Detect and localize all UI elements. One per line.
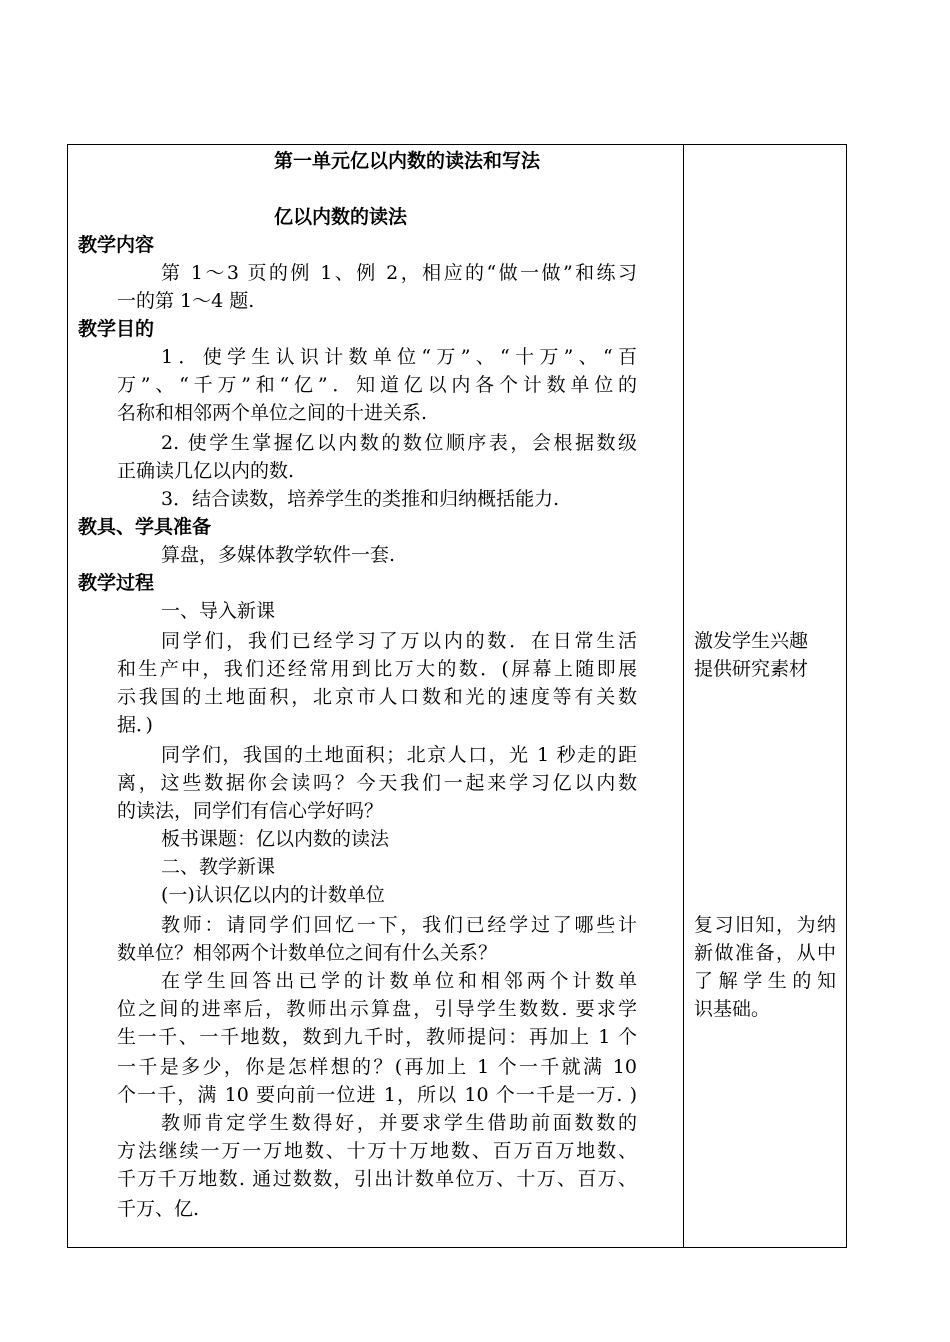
paragraph-line: 3．结合读数，培养学生的类推和归纳概括能力.	[161, 488, 560, 510]
notes-column	[684, 145, 846, 1247]
document-subtitle: 亿以内数的读法	[274, 206, 408, 228]
paragraph-line: 据．)	[117, 714, 153, 736]
paragraph-line: 一、导入新课	[161, 600, 276, 622]
paragraph-line: 1．使学生认识计数单位“万”、“十万”、“百	[161, 346, 638, 368]
paragraph-line: 示我国的土地面积，北京市人口数和光的速度等有关数	[117, 686, 637, 708]
section-heading-content: 教学内容	[78, 234, 155, 256]
note-line: 复习旧知，为纳	[694, 914, 836, 936]
note-line: 提供研究素材	[694, 658, 809, 680]
paragraph-line: 二、教学新课	[161, 856, 276, 878]
paragraph-line: 正确读几亿以内的数.	[117, 460, 295, 482]
paragraph-line: 个一千，满 10 要向前一位进 1，所以 10 个一千是一万. )	[117, 1084, 637, 1106]
note-line: 识基础。	[694, 998, 771, 1020]
note-line: 激发学生兴趣	[694, 630, 809, 652]
paragraph-line: 2. 使学生掌握亿以内数的数位顺序表，会根据数级	[161, 432, 637, 454]
paragraph-line: 方法继续一万一万地数、十万十万地数、百万百万地数、	[117, 1140, 637, 1162]
paragraph-line: 位之间的进率后，教师出示算盘，引导学生数数. 要求学	[117, 998, 637, 1020]
paragraph-line: 算盘，多媒体教学软件一套.	[161, 544, 396, 566]
paragraph-line: 同学们，我们已经学习了万以内的数．在日常生活	[161, 630, 637, 652]
main-column	[68, 145, 683, 1247]
paragraph-line: 数单位？相邻两个计数单位之间有什么关系？	[117, 942, 498, 964]
lesson-table	[67, 144, 847, 1248]
paragraph-line: 板书课题：亿以内数的读法	[161, 828, 390, 850]
paragraph-line: 一千是多少，你是怎样想的？(再加上 1 个一千就满 10	[117, 1056, 637, 1078]
section-heading-goals: 教学目的	[78, 318, 155, 340]
paragraph-line: 名称和相邻两个单位之间的十进关系.	[117, 402, 428, 424]
paragraph-line: 万”、“千万”和“亿”．知道亿以内各个计数单位的	[117, 374, 637, 396]
paragraph-line: 千万千万地数. 通过数数，引出计数单位万、十万、百万、	[117, 1168, 637, 1190]
paragraph-line: 教师：请同学们回忆一下，我们已经学过了哪些计	[161, 914, 637, 936]
paragraph-line: 教师肯定学生数得好，并要求学生借助前面数数的	[161, 1112, 637, 1134]
document-title: 第一单元亿以内数的读法和写法	[274, 150, 541, 172]
paragraph-line: 的读法，同学们有信心学好吗？	[117, 800, 384, 822]
paragraph-line: 在学生回答出已学的计数单位和相邻两个计数单	[161, 970, 637, 992]
note-line: 新做准备，从中	[694, 942, 836, 964]
paragraph-line: 千万、亿.	[117, 1198, 200, 1220]
paragraph-line: 一的第 1～4 题.	[117, 290, 255, 312]
section-heading-process: 教学过程	[78, 572, 155, 594]
note-line: 了解学生的知	[694, 970, 836, 992]
paragraph-line: (一)认识亿以内的计数单位	[161, 884, 385, 906]
paragraph-line: 和生产中，我们还经常用到比万大的数．(屏幕上随即展	[117, 658, 637, 680]
paragraph-line: 离，这些数据你会读吗？今天我们一起来学习亿以内数	[117, 772, 637, 794]
paragraph-line: 生一千、一千地数，数到九千时，教师提问：再加上 1 个	[117, 1026, 637, 1048]
section-heading-materials: 教具、学具准备	[78, 516, 212, 538]
paragraph-line: 同学们，我国的土地面积；北京人口，光 1 秒走的距	[161, 744, 637, 766]
paragraph-line: 第 1～3 页的例 1、例 2，相应的“做一做”和练习	[161, 262, 637, 284]
